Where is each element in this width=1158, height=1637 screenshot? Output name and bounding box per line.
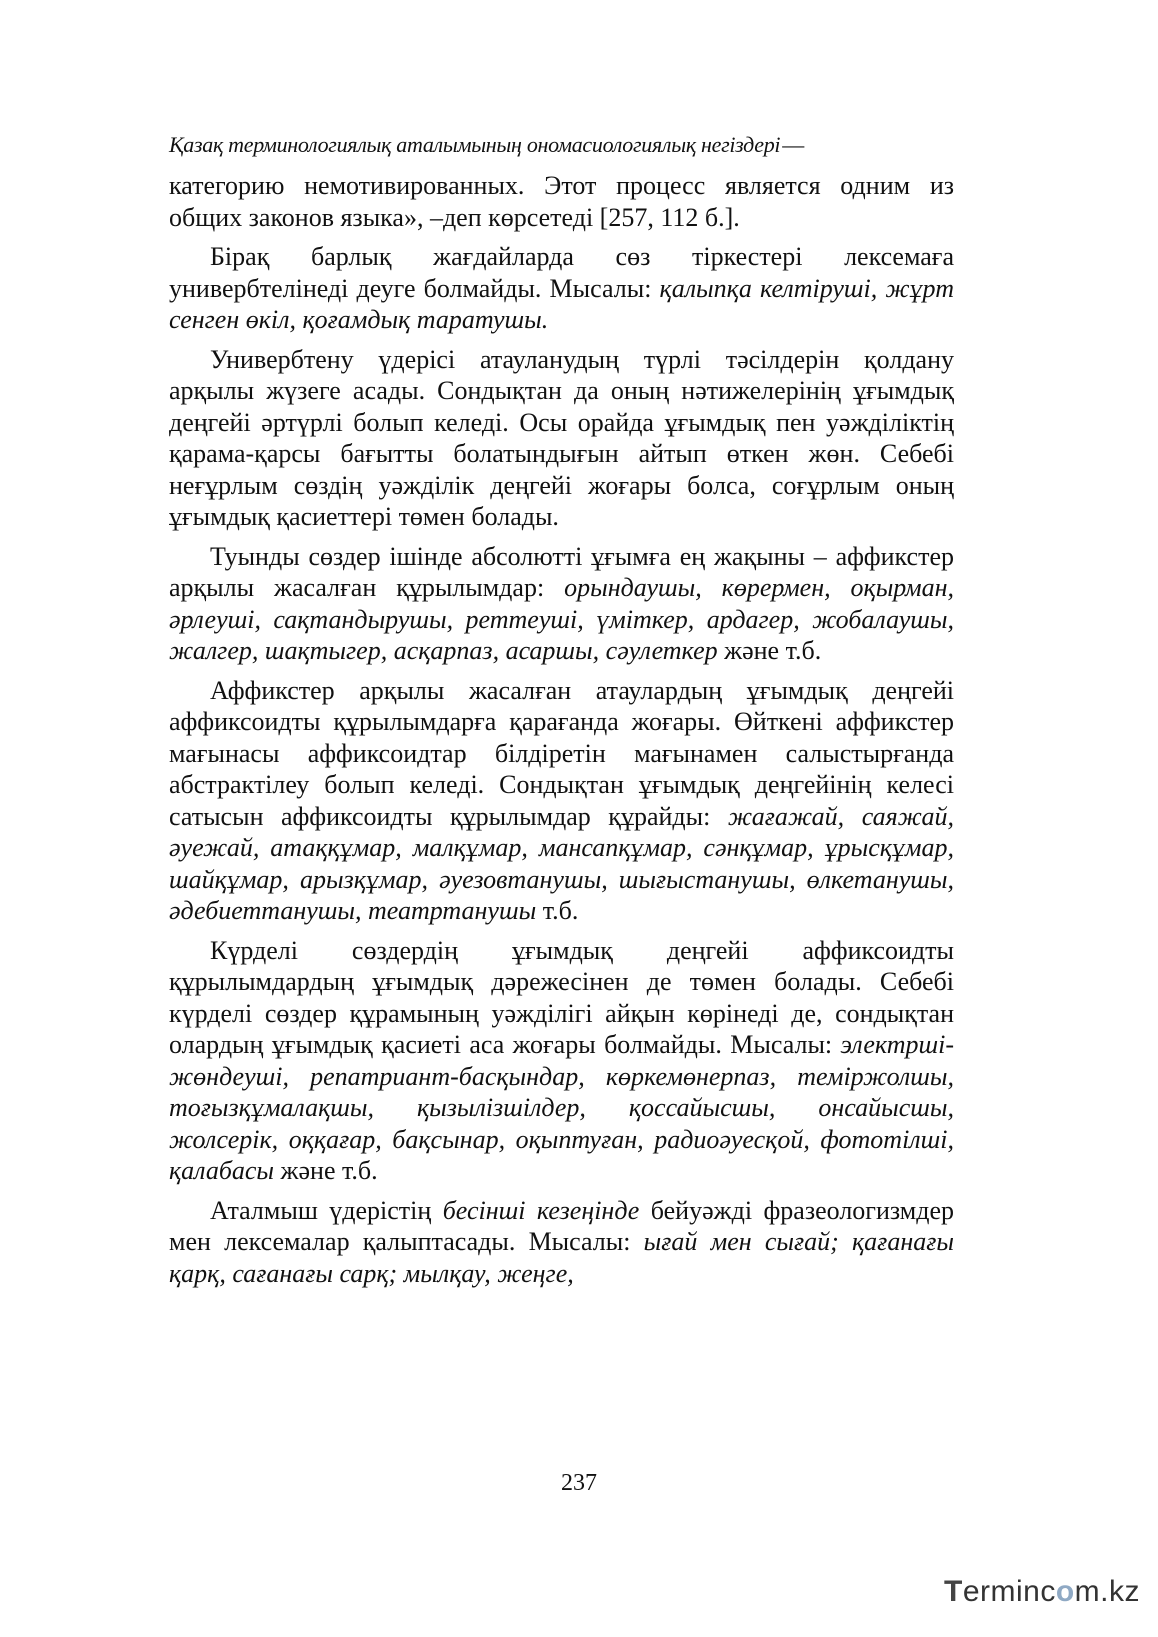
- body-text: [169, 170, 954, 1289]
- watermark-t: T: [944, 1575, 963, 1608]
- italic-example-text: бесінші кезеңінде: [442, 1195, 640, 1225]
- italic-example-text: қалыпқа келтіруші, жұрт сенген өкіл, қоғамдық таратушы.: [169, 273, 954, 334]
- paragraph-text: Аталмыш үдерістің: [210, 1195, 443, 1225]
- paragraph-text: және т.б.: [717, 636, 822, 665]
- paragraph: [169, 170, 954, 233]
- paragraph: [169, 935, 954, 1187]
- paragraph-text: бейуәжді фразеологизмдер мен лексемалар қалыптасады. Мысалы:: [169, 1195, 954, 1256]
- running-head-dash: —: [782, 132, 804, 157]
- paragraph: [169, 1195, 954, 1290]
- paragraph: [169, 541, 954, 667]
- paragraph-text: категорию немотивированных. Этот процесс является одним из общих законов языка», –деп көрсетеді [257, 112 б.].: [169, 171, 954, 232]
- paragraph-text: т.б.: [536, 896, 579, 925]
- italic-example-text: электрші-жөндеуші, репатриант-басқындар, көркемөнерпаз, теміржолшы, тоғызқұмалақшы, қызылізшілдер, қоссайысшы, онсайысшы, жолсерік, оққағар, бақсынар, оқыптуған, радиоәуесқой, фототілші, қалабасы: [169, 1030, 954, 1185]
- italic-example-text: жағажай, саяжай, әуежай, атаққұмар, малқұмар, мансапқұмар, сәнқұмар, ұрысқұмар, шайқұмар, арызқұмар, әуезовтанушы, шығыстанушы, өлкетанушы, әдебиеттанушы, театртанушы: [169, 801, 955, 925]
- watermark-part2: m.kz: [1074, 1575, 1140, 1608]
- paragraph-text: Туынды сөздер ішінде абсолютті ұғымға ең жақыны – аффикстер арқылы жасалған құрылымдар:: [169, 541, 954, 602]
- watermark-part1: erminc: [962, 1575, 1056, 1608]
- document-page: [169, 128, 954, 1289]
- paragraph: [169, 675, 954, 927]
- running-title: Қазақ терминологиялық аталымының ономасиологиялық негіздері: [169, 132, 781, 157]
- paragraph-text: Универбтену үдерісі атауланудың түрлі тәсілдерін қолдану арқылы жүзеге асады. Сондықтан да оның нәтижелерінің ұғымдық деңгейі әртүрлі болып келеді. Осы орайда ұғымдық пен уәжділіктің қарама-қарсы бағытты болатындығын айтып өткен жөн. Себебі неғұрлым сөздің уәжділік деңгейі жоғары болса, соғұрлым оның ұғымдық қасиеттері төмен болады.: [169, 344, 954, 531]
- page-number: 237: [561, 1470, 597, 1496]
- italic-example-text: ығай мен сығай; қағанағы қарқ, сағанағы сарқ; мылқау, жеңге,: [169, 1227, 954, 1288]
- watermark-logo: [944, 1575, 1140, 1609]
- paragraph: [169, 344, 954, 533]
- running-head: [169, 128, 954, 162]
- paragraph-text: Күрделі сөздердің ұғымдық деңгейі аффиксоидты құрылымдардың ұғымдық дәрежесінен де төмен болады. Себебі күрделі сөздер құрамының уәжділігі айқын көрінеді де, сондықтан олардың ұғымдық қасиеті аса жоғары болмайды. Мысалы:: [169, 935, 954, 1059]
- italic-example-text: орындаушы, көрермен, оқырман, әрлеуші, сақтандырушы, реттеуші, үміткер, ардагер, жобалаушы, жалгер, шақтыгер, асқарпаз, асаршы, сәулеткер: [169, 573, 955, 665]
- watermark-o: o: [1055, 1575, 1075, 1608]
- paragraph-text: Аффикстер арқылы жасалған атаулардың ұғымдық деңгейі аффиксоидты құрылымдарға қарағанда жоғары. Өйткені аффикстер мағынасы аффиксоидтар білдіретін мағынамен салыстырғанда абстрактілеу болып келеді. Сондықтан ұғымдық деңгейінің келесі сатысын аффиксоидты құрылымдар құрайды:: [169, 675, 954, 831]
- paragraph-text: Бірақ барлық жағдайларда сөз тіркестері лексемаға универбтелінеді деуге болмайды. Мысалы:: [169, 242, 954, 303]
- paragraph-text: және т.б.: [274, 1156, 378, 1185]
- paragraph: [169, 241, 954, 336]
